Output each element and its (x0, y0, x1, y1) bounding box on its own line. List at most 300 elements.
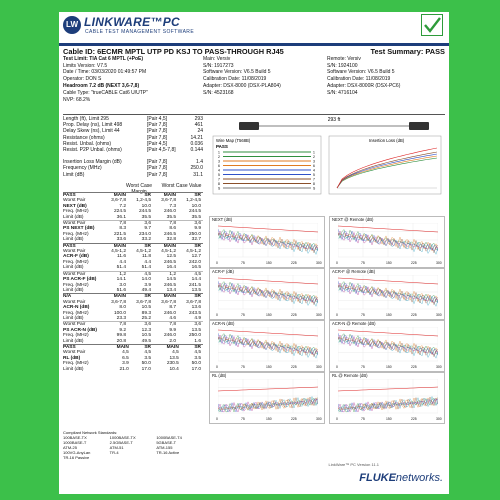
plot-graph (218, 223, 318, 261)
table-cell: 1,2 (169, 271, 176, 277)
table-cell: 230.5 (166, 361, 179, 367)
table-cell: 35.5 (141, 214, 151, 220)
table-cell: 4,5-1,2 (186, 249, 201, 255)
table-cell: 246.0 (163, 209, 176, 215)
linkware-logo-icon: LW (63, 16, 81, 34)
test-limit-column (63, 56, 203, 104)
table-col-header: SR (144, 294, 151, 300)
table-cell: 23.3 (116, 315, 126, 321)
table-cell: 7.3 (169, 203, 176, 209)
table-cell: 3.9 (122, 361, 129, 367)
plot-x-tick: 150 (386, 261, 392, 265)
length-value: 250.0 (190, 165, 203, 172)
table-cell: 33.2 (141, 237, 151, 243)
table-col-header: MAIN (113, 243, 126, 249)
table-cell: 10.0 (191, 203, 201, 209)
col1-line: Cable Type: "trueCABLE Cat6 U/UTP" (63, 89, 148, 96)
table-cell: 3,6-7,8 (136, 299, 151, 305)
length-label: Frequency (MHz) (63, 165, 102, 172)
table-cell: 224.5 (113, 209, 126, 215)
plot-title: ACR-N @ Remote (dB) (332, 321, 376, 326)
results-table (63, 192, 203, 243)
table-status: PASS (63, 243, 76, 249)
plot-graph (218, 327, 318, 365)
wiremap-pin-right: 6 (313, 164, 315, 168)
table-cell: Worst Pair (63, 249, 86, 255)
plot-x-tick: 0 (216, 365, 218, 369)
table-cell: 25.2 (141, 315, 151, 321)
insertion-loss-title: Insertion Loss (dB) (369, 138, 405, 143)
table-cell: 9.9 (194, 226, 201, 232)
table-cell: Limit (dB) (63, 366, 84, 372)
plot-x-tick: 225 (411, 313, 417, 317)
table-cell: 17.0 (141, 366, 151, 372)
table-cell: 4.4 (119, 259, 126, 265)
table-cell: 4,5-1,2 (111, 249, 126, 255)
standard-item: TR-4 (109, 450, 119, 455)
table-cell: 33.6 (116, 237, 126, 243)
table-cell: RL (dB) (63, 355, 81, 361)
table-cell: 4.6 (169, 315, 176, 321)
divider (63, 114, 445, 115)
table-cell: 17.0 (191, 366, 201, 372)
table-cell: 3,6 (194, 322, 201, 328)
table-cell: 246.5 (163, 231, 176, 237)
table-cell: 8.3 (119, 226, 126, 232)
header-band (59, 43, 449, 46)
standard-item: ATM-51 (109, 445, 124, 450)
length-pair: [Pair 7,8] (147, 134, 168, 141)
table-cell: 246.0 (163, 310, 176, 316)
table-cell: 8.7 (169, 305, 176, 311)
plot-x-tick: 75 (361, 417, 365, 421)
plot-title: ACR-N (dB) (212, 321, 235, 326)
table-cell: ACR-F (dB) (63, 254, 89, 260)
table-cell: Freq. (MHz) (63, 231, 89, 237)
standard-item: 1000BASE-T (63, 440, 87, 445)
plot-x-tick: 0 (216, 313, 218, 317)
table-cell: 7,8 (169, 221, 176, 227)
plot-x-tick: 0 (216, 261, 218, 265)
table-cell: 10.5 (141, 305, 151, 311)
plot-graph (218, 275, 318, 313)
col3-line: Calibration Date: 11/08/2019 (327, 76, 391, 83)
table-cell: 10.0 (141, 203, 151, 209)
worst-case-value-label: Worst Case Value (161, 183, 202, 189)
length-value: 0.144 (190, 147, 203, 154)
cable-id: Cable ID: 6ECMR MPTL UTP PD KSJ TO PASS-THROUGH RJ45 (63, 47, 284, 56)
plot-x-tick: 0 (336, 313, 338, 317)
length-label: Resist. Unbal. (ohms) (63, 140, 112, 147)
table-cell: 13.5 (169, 355, 179, 361)
standard-item: ATM-155 (156, 445, 173, 450)
table-cell: 4,5 (194, 271, 201, 277)
length-label: Length (ft), Limit 295 (63, 116, 109, 122)
plot-x-tick: 150 (266, 365, 272, 369)
table-status: N/A (63, 294, 72, 300)
wiremap-pin-left: 6 (218, 164, 220, 168)
length-value: 1.4 (196, 159, 203, 166)
table-cell: 3,6-7,8 (111, 198, 126, 204)
table-cell: 13.6 (191, 305, 201, 311)
plot-x-tick: 225 (411, 261, 417, 265)
logo-subtitle: CABLE TEST MANAGEMENT SOFTWARE (85, 29, 195, 35)
plot-x-tick: 75 (361, 313, 365, 317)
wiremap-pin-right: 8 (313, 182, 315, 186)
table-cell: 7,8 (119, 221, 126, 227)
table-cell: PS NEXT (dB) (63, 226, 95, 232)
wiremap-pin-right: 1 (313, 150, 315, 155)
plot-x-tick: 300 (436, 417, 442, 421)
col2-line: S/N: 1917273 (203, 62, 234, 69)
plot-x-tick: 75 (241, 313, 245, 317)
insertion-loss-box (329, 136, 441, 194)
table-col-header: MAIN (163, 193, 176, 198)
wiremap-panel (209, 116, 445, 216)
table-cell: 3.9 (144, 282, 151, 288)
table-col-header: SR (194, 193, 201, 198)
table-cell: Limit (dB) (63, 338, 84, 344)
table-cell: 89.3 (141, 310, 151, 316)
col1-line: NVP: 68.2% (63, 96, 91, 103)
logo-title: LINKWARE™PC (84, 15, 180, 29)
table-row (63, 367, 203, 372)
col2-line: Software Version: V6.5 Build 5 (203, 69, 271, 76)
wiremap-pin-left: 8 (218, 182, 220, 186)
table-cell: 3.5 (144, 355, 151, 361)
wiremap-pin-left: S (218, 186, 221, 191)
table-cell: Limit (dB) (63, 265, 84, 271)
table-cell: 7.2 (119, 203, 126, 209)
plot-x-tick: 225 (291, 417, 297, 421)
table-cell: 7,8 (119, 322, 126, 328)
table-cell: Limit (dB) (63, 315, 84, 321)
fluke-networks-logo (359, 472, 443, 484)
test-report-page (59, 12, 449, 494)
table-cell: 16.4 (166, 265, 176, 271)
table-cell: 100.0 (113, 310, 126, 316)
table-cell: PS ACR-N (dB) (63, 327, 97, 333)
plot-x-tick: 300 (316, 261, 322, 265)
plot-x-tick: 300 (316, 365, 322, 369)
plot-x-tick: 225 (411, 417, 417, 421)
plot-x-tick: 225 (291, 365, 297, 369)
length-label: Resistance (ohms) (63, 134, 105, 141)
standard-item: 2.5GBASE-T (109, 440, 133, 445)
table-cell: 234.0 (138, 231, 151, 237)
remote-unit-icon (409, 122, 429, 130)
plot-graph (338, 223, 438, 261)
table-cell: 10.4 (169, 366, 179, 372)
length-label: Delay Skew (ns), Limit 44 (63, 128, 120, 135)
table-cell: 1.6 (194, 338, 201, 344)
plot-title: NEXT (dB) (212, 217, 233, 222)
col3-line: S/N: 1924100 (327, 62, 358, 69)
table-cell: 244.5 (138, 209, 151, 215)
table-cell: 250.0 (188, 333, 201, 339)
brand-fluke: FLUKE (359, 472, 396, 484)
table-cell: 21.0 (119, 366, 129, 372)
table-cell: 244.5 (188, 209, 201, 215)
test-summary: Test Summary: PASS (370, 47, 445, 56)
table-cell: PS ACR-F (dB) (63, 277, 97, 283)
plot-x-tick: 225 (291, 313, 297, 317)
table-cell: 221.5 (113, 231, 126, 237)
table-cell: 3,6 (194, 221, 201, 227)
standard-item: ATM-25 (63, 445, 77, 450)
wiremap-status: PASS (216, 144, 228, 149)
plot-rl-remote-db (329, 372, 445, 424)
table-cell: 9.7 (144, 226, 151, 232)
table-cell: 4,5-1,2 (136, 249, 151, 255)
length-label: Limit (dB) (63, 171, 85, 178)
plot-title: ACR-F (dB) (212, 269, 234, 274)
table-cell: 8.0 (119, 305, 126, 311)
plot-x-tick: 75 (241, 261, 245, 265)
table-cell: 32.8 (166, 237, 176, 243)
length-label: 293 ft (327, 117, 341, 123)
plot-x-tick: 150 (266, 313, 272, 317)
table-cell: Freq. (MHz) (63, 259, 89, 265)
pass-checkmark-icon (421, 14, 443, 36)
results-table (63, 344, 203, 372)
plot-x-tick: 150 (386, 417, 392, 421)
plot-x-tick: 75 (241, 417, 245, 421)
length-pair: [Pair 4,5] (147, 116, 168, 122)
length-pair: [Pair 7,8] (147, 159, 168, 166)
table-cell: 13.4 (166, 287, 176, 293)
table-status: PASS (63, 193, 76, 198)
col1-line: Operator: DON S (63, 76, 102, 83)
table-cell: 4,5 (172, 350, 179, 356)
main-unit-icon (239, 122, 259, 130)
table-cell: 3.5 (194, 355, 201, 361)
table-cell: 4,5-1,2 (161, 249, 176, 255)
plot-x-tick: 300 (436, 261, 442, 265)
cable-id-row (63, 49, 445, 56)
plot-x-tick: 0 (216, 417, 218, 421)
table-cell: 9.2 (119, 327, 126, 333)
table-cell: 50.0 (141, 361, 151, 367)
table-cell: 49.5 (141, 338, 151, 344)
length-label: Resist. P2P Unbal. (ohms) (63, 147, 122, 154)
col2-line: S/N: 4523168 (203, 89, 234, 96)
length-pair: [Pair 4,5-7,8] (147, 147, 176, 154)
length-pair: [Pair 7,8] (147, 128, 168, 135)
table-cell: 13.5 (191, 287, 201, 293)
table-cell: Freq. (MHz) (63, 310, 89, 316)
table-cell: Worst Pair (63, 299, 86, 305)
plot-x-tick: 225 (291, 261, 297, 265)
table-cell: 3,6-7,8 (161, 299, 176, 305)
table-cell: 14.5 (166, 277, 176, 283)
standards-title: Compliant Network Standards: (63, 430, 118, 435)
table-cell: 1,2-4,5 (136, 198, 151, 204)
wiremap-pin-left: 3 (218, 159, 220, 164)
plot-x-tick: 0 (336, 261, 338, 265)
plot-x-tick: 300 (316, 417, 322, 421)
table-cell: 12.7 (191, 254, 201, 260)
table-cell: 9.9 (169, 327, 176, 333)
col1-line: Limits Version: V7.5 (63, 62, 108, 69)
standard-item: 100VG-AnyLan (63, 450, 91, 455)
table-cell: 32.7 (191, 237, 201, 243)
table-cell: 3,6-7,8 (186, 299, 201, 305)
table-col-header: SR (144, 243, 151, 249)
plot-title: NEXT @ Remote (dB) (332, 217, 374, 222)
table-col-header: MAIN (163, 243, 176, 249)
plot-next-remote-db (329, 216, 445, 268)
table-cell: Freq. (MHz) (63, 361, 89, 367)
table-col-header: SR (194, 294, 201, 300)
table-cell: 11.6 (117, 254, 126, 260)
table-cell: 12.5 (166, 254, 176, 260)
length-label: Insertion Loss Margin (dB) (63, 159, 122, 166)
table-cell: Limit (dB) (63, 237, 84, 243)
table-status: PASS (63, 344, 76, 350)
col3-line: S/N: 4716104 (327, 89, 358, 96)
table-cell: Limit (dB) (63, 287, 84, 293)
wiremap-graphic (209, 116, 445, 216)
col1-line: Headroom 7.2 dB (NEXT 3,6-7,8) (63, 82, 140, 89)
report-footer (59, 454, 449, 494)
standard-item: 5GBASE-T (156, 440, 177, 445)
plot-rl-db (209, 372, 325, 424)
plot-x-tick: 225 (411, 365, 417, 369)
table-col-header: SR (144, 344, 151, 350)
length-value: 293 (194, 116, 203, 122)
standard-item: 1000BASE-T4 (156, 435, 182, 440)
software-version: LinkWare™ PC Version 11.1 (328, 462, 379, 467)
table-cell: 10.5 (141, 333, 151, 339)
standard-item: TR-16 Passive (63, 455, 90, 460)
table-cell: 11.8 (142, 254, 151, 260)
plot-x-tick: 75 (361, 365, 365, 369)
plot-x-tick: 150 (266, 417, 272, 421)
col2-line: Adapter: DSX-8000 (DSX-PLA804) (203, 82, 281, 89)
table-cell: 250.0 (188, 231, 201, 237)
table-cell: Freq. (MHz) (63, 333, 89, 339)
results-tables (63, 192, 203, 372)
table-cell: 3,6 (144, 322, 151, 328)
col2-line: Calibration Date: 11/08/2019 (203, 76, 267, 83)
table-cell: 246.5 (163, 259, 176, 265)
col1-line: Test Limit: TIA Cat 6 MPTL (+PoE) (63, 55, 144, 62)
col2-line: Main: Versiv (203, 55, 231, 62)
table-cell: 242.0 (188, 259, 201, 265)
table-col-header: MAIN (166, 344, 179, 350)
standard-item: 100BASE-TX (63, 435, 87, 440)
results-table (63, 243, 203, 294)
plot-x-tick: 75 (361, 261, 365, 265)
table-cell: 99.8 (116, 333, 126, 339)
length-value: 0.036 (190, 140, 203, 147)
plot-title: RL @ Remote (dB) (332, 373, 368, 378)
table-col-header: SR (194, 344, 201, 350)
plot-x-tick: 300 (436, 365, 442, 369)
table-col-header: SR (194, 243, 201, 249)
length-pair: [Pair 7,8] (147, 122, 168, 129)
table-cell: 35.5 (191, 214, 201, 220)
table-cell: NEXT (dB) (63, 203, 87, 209)
table-cell: 4,5 (144, 350, 151, 356)
col3-line: Software Version: V6.5 Build 5 (327, 69, 395, 76)
standard-item: 1000BASE-TX (109, 435, 136, 440)
table-cell: Worst Pair (63, 322, 86, 328)
table-cell: 2.0 (169, 338, 176, 344)
table-cell: 243.5 (188, 310, 201, 316)
wiremap-pin-left: 5 (218, 173, 220, 177)
table-cell: Limit (dB) (63, 214, 84, 220)
table-cell: 4,5 (144, 271, 151, 277)
col3-line: Adapter: DSX-8000R (DSX-PC6) (327, 82, 401, 89)
table-cell: 7,8 (169, 322, 176, 328)
plot-next-db (209, 216, 325, 268)
table-cell: 1,2-4,5 (186, 198, 201, 204)
table-col-header: MAIN (116, 344, 129, 350)
plot-acr-n-db (209, 320, 325, 372)
test-info (63, 49, 445, 103)
table-cell: 3,6-7,8 (111, 299, 126, 305)
plot-graph (338, 275, 438, 313)
plot-x-tick: 150 (266, 261, 272, 265)
wiremap-pin-right: 2 (313, 155, 315, 159)
table-cell: Worst Pair (63, 271, 86, 277)
table-cell: ACR-N (dB) (63, 305, 90, 311)
length-pair: [Pair 7,8] (147, 171, 168, 178)
wiremap-pin-left: 2 (218, 155, 220, 159)
worst-case-margin-label: Worst Case Margin (125, 183, 153, 195)
wiremap-pin-left: 4 (218, 168, 220, 173)
brand-networks: networks. (395, 472, 443, 484)
table-cell: 51.4 (141, 265, 151, 271)
wiremap-pin-right: 3 (313, 159, 315, 164)
table-cell: 4.9 (194, 315, 201, 321)
table-cell: 241.5 (188, 282, 201, 288)
table-cell: 49.4 (141, 287, 151, 293)
table-cell: 4,5 (122, 350, 129, 356)
length-pair: [Pair 4,5] (147, 140, 168, 147)
table-cell: 14.1 (116, 277, 126, 283)
plot-title: ACR-F @ Remote (dB) (332, 269, 376, 274)
plot-x-tick: 75 (241, 365, 245, 369)
table-cell: 36.1 (116, 214, 126, 220)
wiremap-pin-right: 5 (313, 173, 315, 177)
table-col-header: MAIN (113, 294, 126, 300)
col3-line: Remote: Versiv (327, 55, 361, 62)
table-cell: Worst Pair (63, 350, 86, 356)
remote-unit-column (327, 56, 445, 104)
length-row (63, 172, 203, 178)
plot-graph (338, 327, 438, 365)
length-pair: [Pair 7,8] (147, 165, 168, 172)
table-cell: 14.4 (191, 277, 201, 283)
length-value: 24 (197, 128, 203, 135)
plot-graph (218, 379, 318, 417)
green-border (4, 4, 496, 496)
table-col-header: SR (144, 193, 151, 198)
table-col-header: MAIN (113, 193, 126, 198)
plot-graph (338, 379, 438, 417)
plot-x-tick: 0 (336, 365, 338, 369)
table-col-header: MAIN (163, 294, 176, 300)
plot-x-tick: 300 (436, 313, 442, 317)
table-cell: 4,5 (194, 350, 201, 356)
length-value: 14.21 (190, 134, 203, 141)
table-cell: 12.3 (141, 327, 151, 333)
report-header (59, 12, 449, 42)
wiremap-pin-left: 1 (218, 150, 220, 155)
